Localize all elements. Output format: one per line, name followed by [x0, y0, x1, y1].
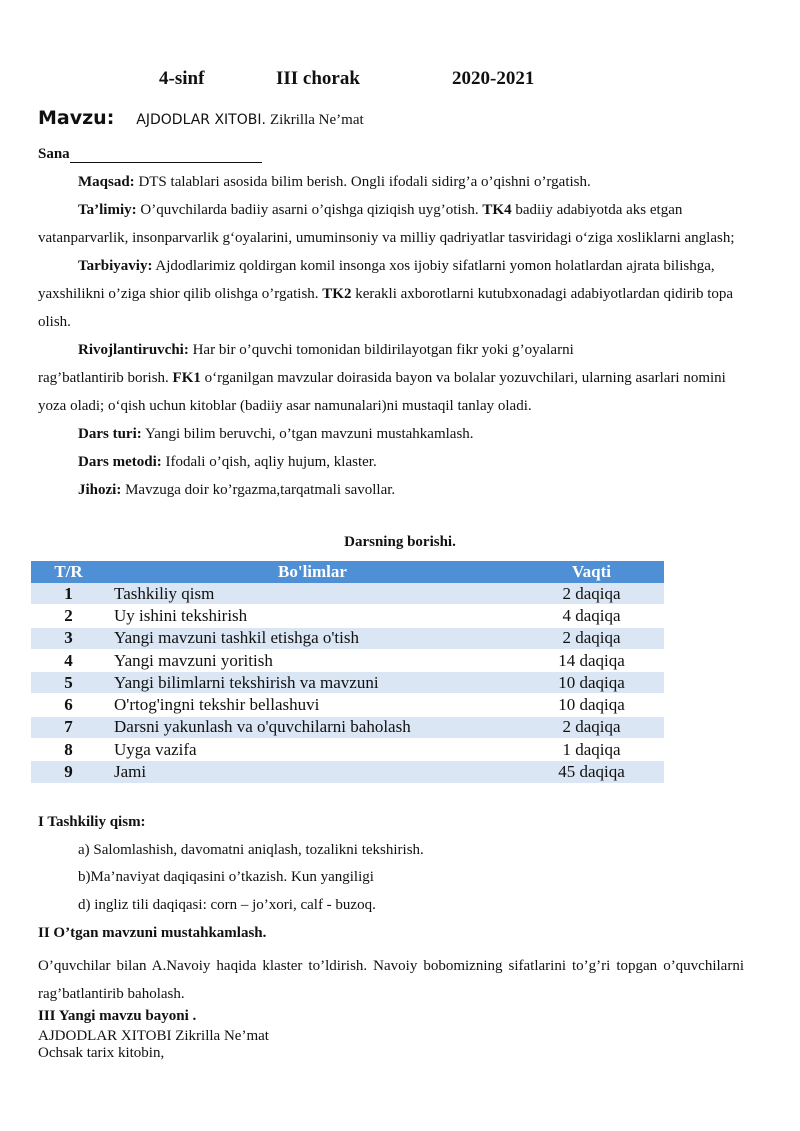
- row-time: 2 daqiqa: [519, 627, 664, 649]
- section-1-item-a: a) Salomlashish, davomatni aniqlash, tozalikni tekshirish.: [78, 842, 424, 858]
- row-section: Uyga vazifa: [106, 739, 519, 761]
- section-2-text: O’quvchilar bilan A.Navoiy haqida klaster to’ldirish. Navoiy bobomizning sifatlarini to’g’ri topgan o’quvchilarni rag’batlantirib baholash.: [38, 958, 744, 1002]
- row-section: Jami: [106, 761, 519, 783]
- table-row: [31, 716, 664, 738]
- row-time: 14 daqiqa: [519, 649, 664, 671]
- rivoj-text: Har bir o’quvchi tomonidan bildirilayotgan fikr yoki g’oyalarni: [192, 342, 574, 358]
- date-label: Sana: [38, 146, 70, 162]
- dars-turi-text: Yangi bilim beruvchi, o’tgan mavzuni mustahkamlash.: [144, 426, 474, 442]
- rivoj-code: FK1: [172, 370, 201, 386]
- row-section: Yangi bilimlarni tekshirish va mavzuni: [106, 672, 519, 694]
- row-number: 1: [31, 583, 106, 605]
- row-time: 4 daqiqa: [519, 605, 664, 627]
- quarter-label: III chorak: [276, 68, 360, 89]
- talimiy-code: TK4: [482, 202, 512, 218]
- topic-line: [38, 107, 364, 129]
- row-number: 5: [31, 672, 106, 694]
- table-row: [31, 627, 664, 649]
- row-section: Uy ishini tekshirish: [106, 605, 519, 627]
- talimiy-text-2: badiiy adabiyotda aks etgan vatanparvarlik, insonparvarlik g‘oyalarini, umuminsoniy va milliy qadriyatlar tasviridagi o‘ziga xosliklarni anglash;: [38, 202, 735, 246]
- year-label: 2020-2021: [452, 68, 535, 89]
- section-3-line-1: AJDODLAR XITOBI Zikrilla Ne’mat: [38, 1028, 269, 1044]
- topic-label: Mavzu:: [38, 107, 115, 129]
- date-blank: [70, 148, 262, 163]
- row-time: 2 daqiqa: [519, 583, 664, 605]
- date-line: [38, 146, 262, 163]
- table-row: [31, 583, 664, 605]
- row-section: Tashkiliy qism: [106, 583, 519, 605]
- row-section: Yangi mavzuni yoritish: [106, 649, 519, 671]
- dars-turi: [38, 420, 744, 448]
- topic-author: Zikrilla Ne’mat: [269, 112, 364, 128]
- row-section: Darsni yakunlash va o'quvchilarni baholash: [106, 716, 519, 738]
- grade-label: 4-sinf: [159, 68, 205, 89]
- section-2-title: II O’tgan mavzuni mustahkamlash.: [38, 925, 267, 941]
- row-time: 45 daqiqa: [519, 761, 664, 783]
- row-time: 2 daqiqa: [519, 716, 664, 738]
- table-row: [31, 761, 664, 783]
- row-number: 7: [31, 716, 106, 738]
- rivoj-text-3: o‘rganilgan mavzular doirasida bayon va bolalar yozuvchilari, ularning asarlari nomini yoza oladi; o‘qish uchun kitoblar (badiiy asar namunalari)ni mustaqil tanlay oladi.: [38, 370, 726, 414]
- jihozi-label: Jihozi:: [78, 482, 122, 498]
- row-time: 1 daqiqa: [519, 739, 664, 761]
- row-time: 10 daqiqa: [519, 672, 664, 694]
- row-number: 3: [31, 627, 106, 649]
- table-header-row: [31, 561, 664, 583]
- row-number: 2: [31, 605, 106, 627]
- row-section: Yangi mavzuni tashkil etishga o'tish: [106, 627, 519, 649]
- topic-value: AJDODLAR XITOBI.: [136, 112, 266, 128]
- row-number: 6: [31, 694, 106, 716]
- lesson-goals: [38, 168, 744, 504]
- jihozi-text: Mavzuga doir ko’rgazma,tarqatmali savollar.: [125, 482, 396, 498]
- table-row: [31, 649, 664, 671]
- table-row: [31, 739, 664, 761]
- dars-metodi: [38, 448, 744, 476]
- goal-maqsad: [38, 168, 744, 196]
- jihozi: [38, 476, 744, 504]
- goal-rivojlantiruvchi: [38, 336, 744, 420]
- maqsad-label: Maqsad:: [78, 174, 135, 190]
- section-1-title: I Tashkiliy qism:: [38, 814, 146, 830]
- table-row: [31, 672, 664, 694]
- section-3-line-2: Ochsak tarix kitobin,: [38, 1045, 165, 1061]
- dars-metodi-text: Ifodali o’qish, aqliy hujum, klaster.: [165, 454, 377, 470]
- row-time: 10 daqiqa: [519, 694, 664, 716]
- section-3-title: III Yangi mavzu bayoni .: [38, 1008, 197, 1024]
- table-row: [31, 694, 664, 716]
- rivoj-label: Rivojlantiruvchi:: [78, 342, 189, 358]
- header-bolimlar: Bo'limlar: [106, 561, 519, 583]
- maqsad-text: DTS talablari asosida bilim berish. Ongli ifodali sidirg’a o’qishni o’rgatish.: [138, 174, 591, 190]
- section-1-item-b: b)Ma’naviyat daqiqasini o’tkazish. Kun yangiligi: [78, 869, 374, 885]
- dars-metodi-label: Dars metodi:: [78, 454, 162, 470]
- tarbiyaviy-text: Ajdodlarimiz qoldirgan komil insonga xos ijobiy sifatlarni yomon holatlardan ajrata bilishga, yaxshilikni o’ziga shior qilib olishga o’rgatish.: [38, 258, 715, 302]
- goal-tarbiyaviy: [38, 252, 744, 336]
- header-tr: T/R: [31, 561, 106, 583]
- row-section: O'rtog'ingni tekshir bellashuvi: [106, 694, 519, 716]
- talimiy-label: Ta’limiy:: [78, 202, 137, 218]
- section-1-item-d: d) ingliz tili daqiqasi: corn – jo’xori, calf - buzoq.: [78, 897, 376, 913]
- dars-turi-label: Dars turi:: [78, 426, 142, 442]
- tarbiyaviy-code: TK2: [322, 286, 352, 302]
- talimiy-text: O’quvchilarda badiiy asarni o’qishga qiziqish uyg’otish.: [140, 202, 479, 218]
- plan-title: Darsning borishi.: [344, 534, 456, 550]
- tarbiyaviy-label: Tarbiyaviy:: [78, 258, 153, 274]
- table-row: [31, 605, 664, 627]
- row-number: 9: [31, 761, 106, 783]
- tarbiyaviy-text-2: kerakli axborotlarni kutubxonadagi adabiyotlardan qidirib topa olish.: [38, 286, 734, 330]
- rivoj-text-2: rag’batlantirib borish.: [38, 370, 169, 386]
- lesson-plan-table: [31, 561, 664, 784]
- goal-talimiy: [38, 196, 744, 252]
- row-number: 4: [31, 649, 106, 671]
- header-vaqti: Vaqti: [519, 561, 664, 583]
- row-number: 8: [31, 739, 106, 761]
